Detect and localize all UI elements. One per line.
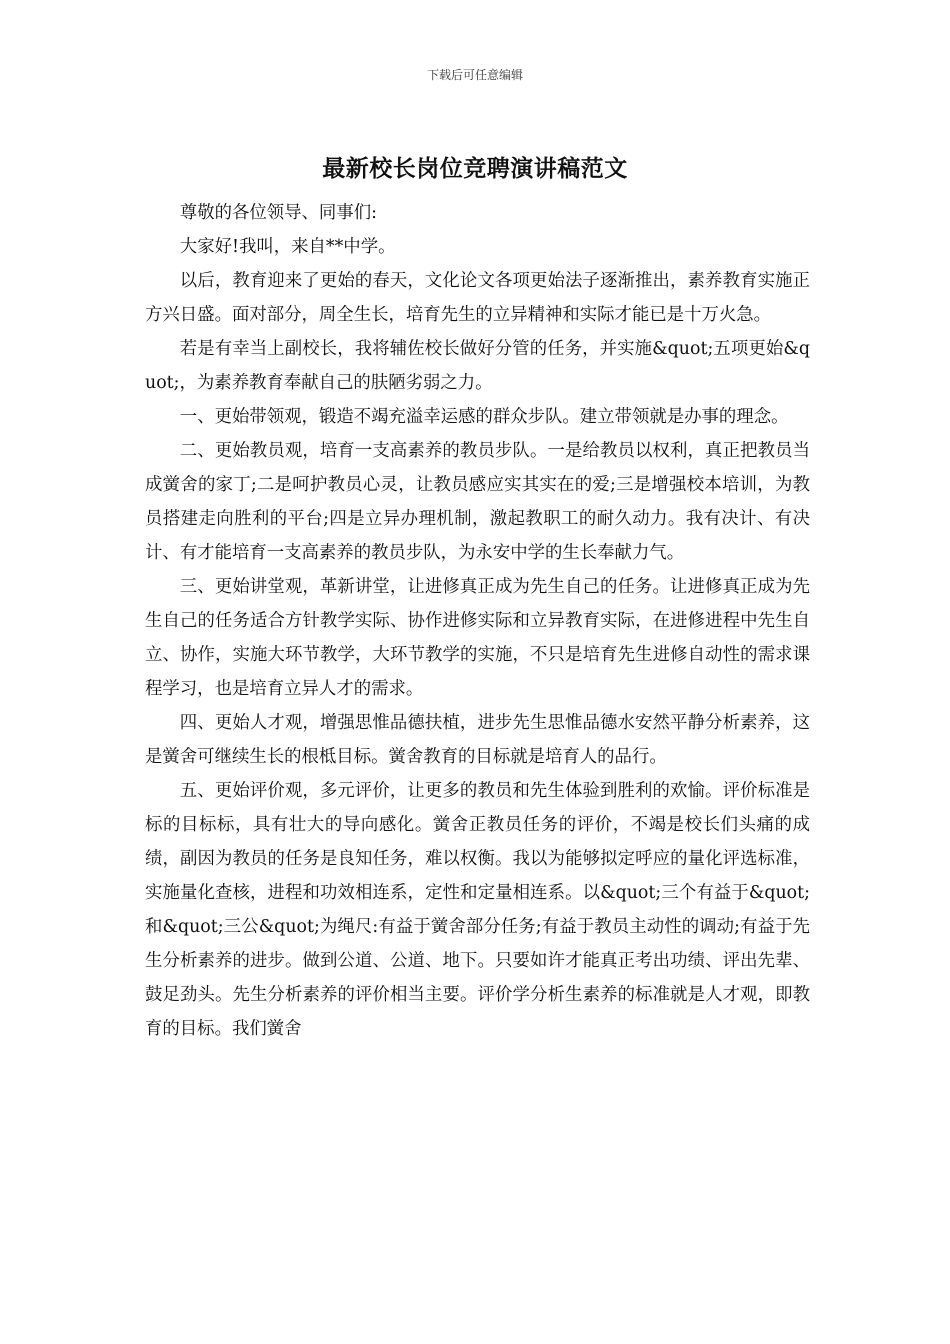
reform-point-2-paragraph: 二、更始教员观，培育一支高素养的教员步队。一是给教员以权利，真正把教员当成黉舍的家丁;二是呵护教员心灵，让教员感应实其实在的爱;三是增强校本培训，为教员搭建走向胜利的平台;四是立异办理机制，激起教职工的耐久动力。我有决计、有决计、有才能培育一支高素养的教员步队，为永安中学的生长奉献力气。: [145, 441, 810, 563]
reform-point-5-paragraph: 五、更始评价观，多元评价，让更多的教员和先生体验到胜利的欢愉。评价标准是标的目标标，具有壮大的导向感化。黉舍正教员任务的评价，不竭是校长们头痛的成绩，副因为教员的任务是良知任务，难以权衡。我以为能够拟定呼应的量化评选标准，实施量化查核，进程和功效相连系，定性和定量相连系。以&quot;三个有益于&quot; 和&quot;三公&quot;为绳尺:有益于黉舍部分任务;有益于教员主动性的调动;有益于先生分析素养的进步。做到公道、公道、地下。只要如许才能真正考出功绩、评出先辈、鼓足劲头。先生分析素养的评价相当主要。评价学分析生素养的标准就是人才观，即教育的目标。我们黉舍: [145, 781, 810, 1039]
salutation-paragraph: 尊敬的各位领导、同事们:: [179, 203, 377, 223]
intro-paragraph: 以后，教育迎来了更始的春天，文化论文各项更始法子逐渐推出，素养教育实施正方兴日盛。面对部分，周全生长，培育先生的立异精神和实际才能已是十万火急。: [145, 271, 810, 325]
document-title: 最新校长岗位竞聘演讲稿范文: [322, 156, 628, 182]
document-body: [145, 196, 810, 1046]
reform-point-3-paragraph: 三、更始讲堂观，革新讲堂，让进修真正成为先生自己的任务。让进修真正成为先生自己的任务适合方针教学实际、协作进修实际和立异教育实际，在进修进程中先生自立、协作，实施大环节教学，大环节教学的实施，不只是培育先生进修自动性的需求课程学习，也是培育立异人才的需求。: [145, 577, 810, 699]
page-header-note: 下载后可任意编辑: [426, 68, 523, 82]
commitment-paragraph: 若是有幸当上副校长，我将辅佐校长做好分管的任务，并实施&quot;五项更始&quot;，为素养教育奉献自己的肤陋劣弱之力。: [145, 339, 810, 393]
reform-point-1-paragraph: 一、更始带领观，锻造不竭充溢幸运感的群众步队。建立带领就是办事的理念。: [179, 407, 789, 427]
reform-point-4-paragraph: 四、更始人才观，增强思惟品德扶植，进步先生思惟品德水安然平静分析素养，这是黉舍可继续生长的根柢目标。黉舍教育的目标就是培育人的品行。: [145, 713, 810, 767]
greeting-paragraph: 大家好!我叫，来自**中学。: [179, 237, 396, 257]
